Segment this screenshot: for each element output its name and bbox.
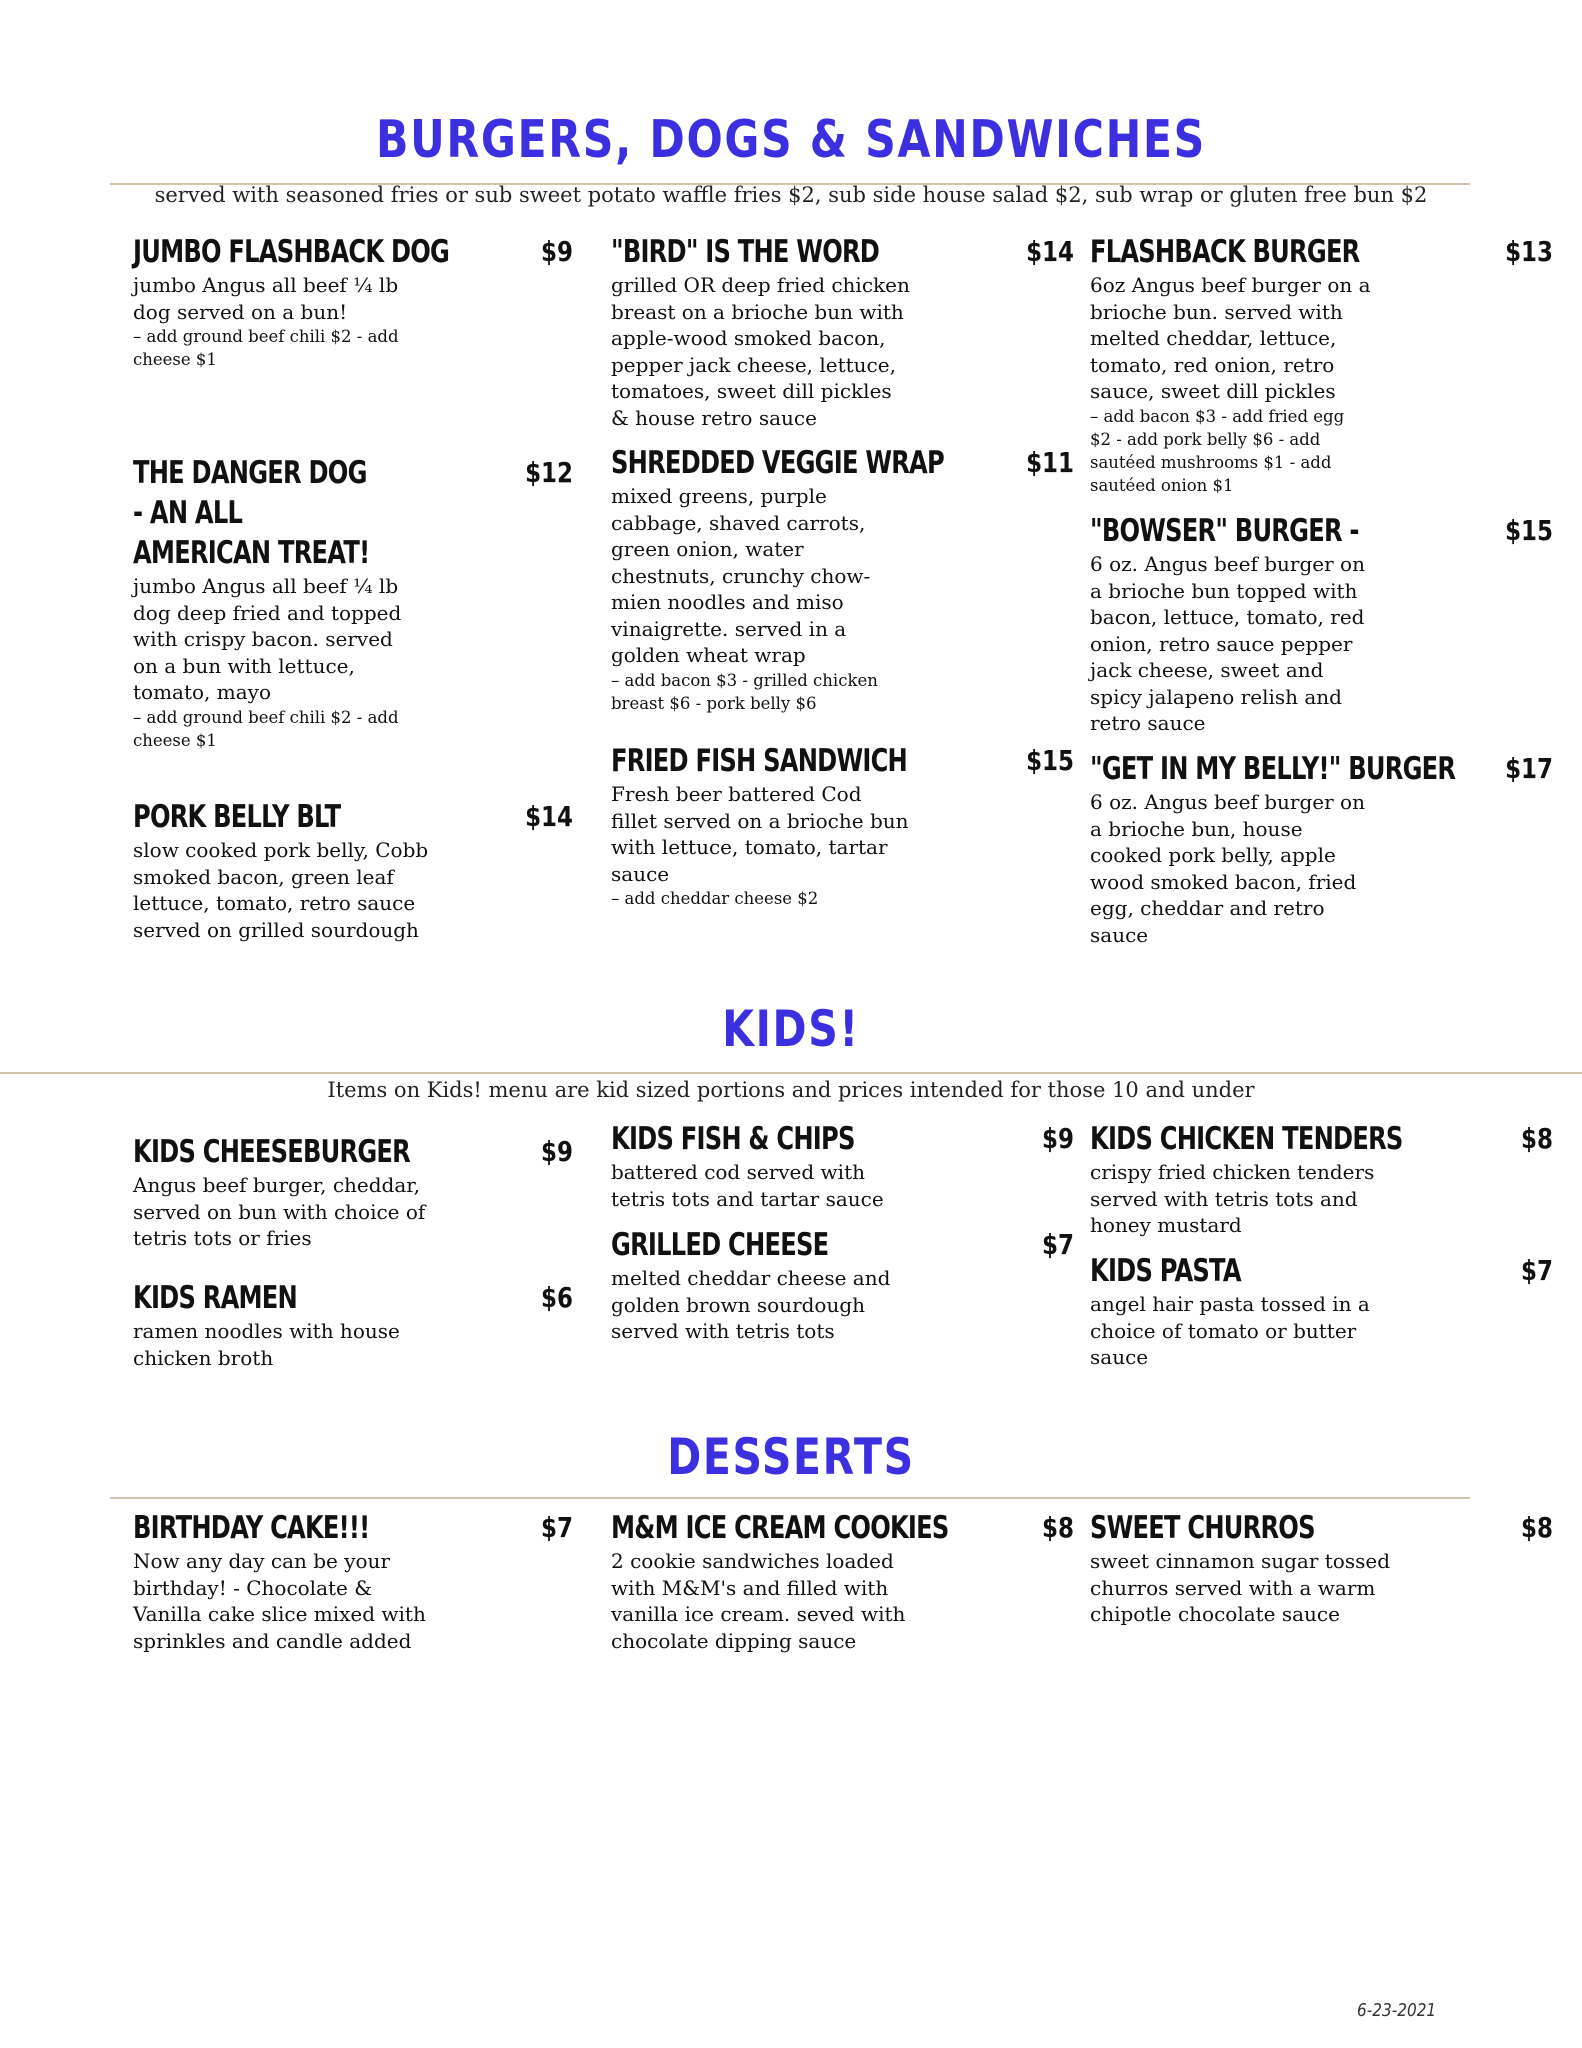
item-price: $14 — [1026, 235, 1074, 268]
item-description: Fresh beer battered Cod fillet served on a brioche bun with lettuce, tomato, tartar sauce — [611, 782, 909, 886]
item-name: KIDS CHICKEN TENDERS — [1090, 1121, 1403, 1157]
item-price: $13 — [1505, 235, 1553, 268]
menu-item — [1090, 749, 1553, 948]
menu-item — [611, 741, 1074, 910]
item-name: KIDS PASTA — [1090, 1253, 1241, 1289]
item-price: $15 — [1505, 514, 1553, 547]
item-description: jumbo Angus all beef ¼ lb dog served on a bun! — [133, 273, 399, 324]
item-addons: – add bacon $3 - grilled chicken breast $6 - pork belly $6 — [611, 670, 878, 713]
item-description: jumbo Angus all beef ¼ lb dog deep fried and topped with crispy bacon. served on a bun with lettuce, tomato, mayo — [133, 574, 402, 704]
item-description: battered cod served with tetris tots and tartar sauce — [611, 1160, 884, 1211]
item-price: $9 — [541, 235, 573, 268]
menu-item — [133, 1132, 573, 1252]
item-price: $8 — [1042, 1511, 1074, 1544]
item-name: M&M ICE CREAM COOKIES — [611, 1510, 949, 1546]
item-name: FLASHBACK BURGER — [1090, 234, 1360, 270]
section-subtitle-kids: Items on Kids! menu are kid sized portions and prices intended for those 10 and under — [327, 1078, 1255, 1102]
item-price: $12 — [525, 456, 573, 489]
item-description: Now any day can be your birthday! - Chocolate & Vanilla cake slice mixed with sprinkles and candle added — [133, 1549, 426, 1653]
item-description: 6 oz. Angus beef burger on a brioche bun, house cooked pork belly, apple wood smoked bacon, fried egg, cheddar and retro sauce — [1090, 790, 1365, 947]
item-description: sweet cinnamon sugar tossed churros served with a warm chipotle chocolate sauce — [1090, 1549, 1391, 1626]
item-description: Angus beef burger, cheddar, served on bun with choice of tetris tots or fries — [133, 1173, 426, 1250]
menu-item — [1090, 511, 1553, 737]
item-price: $9 — [541, 1135, 573, 1168]
menu-item — [611, 1508, 1074, 1654]
item-description: grilled OR deep fried chicken breast on a brioche bun with apple-wood smoked bacon, pepper jack cheese, lettuce, tomatoes, sweet dill pickles & house retro sauce — [611, 273, 910, 430]
section-title-desserts: DESSERTS — [667, 1428, 915, 1486]
item-name: "GET IN MY BELLY!" BURGER — [1090, 751, 1456, 787]
item-name: SHREDDED VEGGIE WRAP — [611, 445, 944, 481]
item-price: $6 — [541, 1281, 573, 1314]
item-addons: – add cheddar cheese $2 — [611, 889, 819, 908]
item-name: KIDS CHEESEBURGER — [133, 1134, 410, 1170]
item-description: melted cheddar cheese and golden brown sourdough served with tetris tots — [611, 1266, 891, 1343]
item-description: 6oz Angus beef burger on a brioche bun. served with melted cheddar, lettuce, tomato, red onion, retro sauce, sweet dill pickles — [1090, 273, 1371, 403]
item-name: KIDS FISH & CHIPS — [611, 1121, 855, 1157]
item-name: "BOWSER" BURGER - — [1090, 513, 1359, 549]
item-addons: – add ground beef chili $2 - add cheese $1 — [133, 327, 399, 369]
item-name: "BIRD" IS THE WORD — [611, 234, 880, 270]
item-price: $15 — [1026, 744, 1074, 777]
divider — [0, 1072, 1582, 1074]
menu-item — [611, 1225, 1074, 1345]
item-addons: – add bacon $3 - add fried egg $2 - add pork belly $6 - add sautéed mushrooms $1 - add sautéed onion $1 — [1090, 406, 1345, 495]
item-name: KIDS RAMEN — [133, 1280, 297, 1316]
menu-item — [133, 797, 573, 943]
item-price: $7 — [541, 1511, 573, 1544]
item-name: PORK BELLY BLT — [133, 799, 341, 835]
item-price: $8 — [1521, 1511, 1553, 1544]
menu-item — [133, 232, 573, 371]
item-name: SWEET CHURROS — [1090, 1510, 1315, 1546]
item-price: $11 — [1026, 446, 1074, 479]
menu-item — [133, 1508, 573, 1654]
item-name: FRIED FISH SANDWICH — [611, 743, 907, 779]
section-title-burgers: BURGERS, DOGS & SANDWICHES — [375, 110, 1207, 170]
section-subtitle-burgers: served with seasoned fries or sub sweet potato waffle fries $2, sub side house salad $2, sub wrap or gluten free bun $2 — [154, 183, 1428, 207]
menu-item — [611, 443, 1074, 715]
menu-item — [611, 1119, 1074, 1212]
section-title-kids: KIDS! — [722, 1000, 860, 1058]
item-name: JUMBO FLASHBACK DOG — [133, 234, 450, 270]
menu-item — [133, 453, 573, 752]
item-description: 2 cookie sandwiches loaded with M&M's and filled with vanilla ice cream. seved with chocolate dipping sauce — [611, 1549, 906, 1653]
item-description: ramen noodles with house chicken broth — [133, 1319, 400, 1370]
item-description: 6 oz. Angus beef burger on a brioche bun topped with bacon, lettuce, tomato, red onion, retro sauce pepper jack cheese, sweet and spicy jalapeno relish and retro sauce — [1090, 552, 1365, 735]
item-price: $7 — [1042, 1228, 1074, 1261]
menu-date: 6-23-2021 — [1356, 2000, 1437, 2021]
item-price: $14 — [525, 800, 573, 833]
menu-item — [1090, 1251, 1553, 1371]
divider — [110, 1497, 1470, 1499]
menu-item — [1090, 232, 1553, 497]
item-price: $7 — [1521, 1254, 1553, 1287]
item-description: angel hair pasta tossed in a choice of tomato or butter sauce — [1090, 1292, 1370, 1369]
item-description: slow cooked pork belly, Cobb smoked bacon, green leaf lettuce, tomato, retro sauce served on grilled sourdough — [133, 838, 429, 942]
item-description: crispy fried chicken tenders served with tetris tots and honey mustard — [1090, 1160, 1375, 1237]
item-name: GRILLED CHEESE — [611, 1227, 829, 1263]
menu-item — [1090, 1119, 1553, 1239]
item-price: $8 — [1521, 1122, 1553, 1155]
menu-item — [133, 1278, 573, 1371]
item-name: BIRTHDAY CAKE!!! — [133, 1510, 370, 1546]
menu-item — [1090, 1508, 1553, 1628]
item-addons: – add ground beef chili $2 - add cheese $1 — [133, 707, 399, 750]
item-price: $17 — [1505, 752, 1553, 785]
item-name: THE DANGER DOG - AN ALL AMERICAN TREAT! — [133, 455, 370, 571]
item-description: mixed greens, purple cabbage, shaved carrots, green onion, water chestnuts, crunchy chow-mien noodles and miso vinaigrette. served in a golden wheat wrap — [611, 484, 871, 667]
item-price: $9 — [1042, 1122, 1074, 1155]
menu-item — [611, 232, 1074, 431]
